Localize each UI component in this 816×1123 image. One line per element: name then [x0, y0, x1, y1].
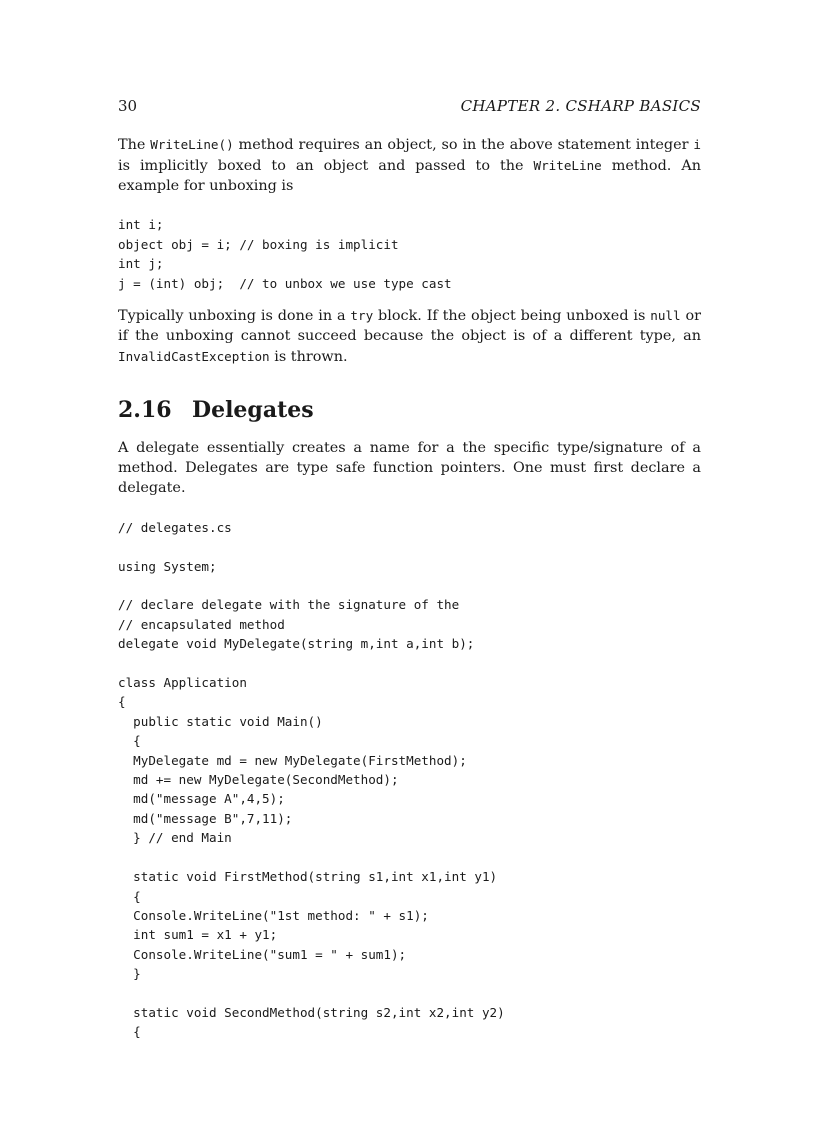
page-number: 30: [118, 97, 138, 115]
chapter-title: CHAPTER 2. CSHARP BASICS: [460, 97, 701, 115]
section-title: Delegates: [192, 397, 314, 424]
inline-code: WriteLine(): [150, 137, 234, 152]
paragraph-delegates: A delegate essentially creates a name for a the specific type/signature of a method. Delegates are type safe function pointers. One must first declare a delegate.: [118, 440, 701, 496]
section-heading: [118, 396, 701, 424]
inline-code: i: [693, 137, 701, 152]
running-header: [118, 96, 701, 116]
inline-code: InvalidCastException: [118, 348, 270, 364]
section-number: 2.16: [118, 397, 172, 424]
inline-code: try: [350, 308, 374, 324]
code-block-delegates: // delegates.cs using System; // declare delegate with the signature of the // encapsulated method delegate void MyDelegate(string m,int a,int b); class Application { public static void Main() { MyDelegate md = new MyDelegate(FirstMethod); md += new MyDelegate(SecondMethod); md("message A",4,5); md("message B",7,11); } // end Main static void FirstMethod(string s1,int x1,int y1) { Console.WriteLine("1st method: " + s1); int sum1 = x1 + y1; Console.WriteLine("sum1 = " + sum1); } static void SecondMethod(string s2,int x2,int y2) {: [118, 519, 505, 1040]
paragraph-boxing: The WriteLine() method requires an object, so in the above statement integer i is implicitly boxed to an object and passed to the WriteLine method. An example for unboxing is: [118, 137, 701, 194]
document-page: [118, 96, 701, 1042]
code-block-unboxing: int i; object obj = i; // boxing is implicit int j; j = (int) obj; // to unbox we use type cast: [118, 217, 452, 291]
inline-code: WriteLine: [533, 157, 602, 173]
inline-code: null: [650, 308, 681, 324]
paragraph-unboxing: Typically unboxing is done in a try block. If the object being unboxed is null or if the unboxing cannot succeed because the object is of a different type, an InvalidCastException is thrown.: [118, 308, 702, 365]
